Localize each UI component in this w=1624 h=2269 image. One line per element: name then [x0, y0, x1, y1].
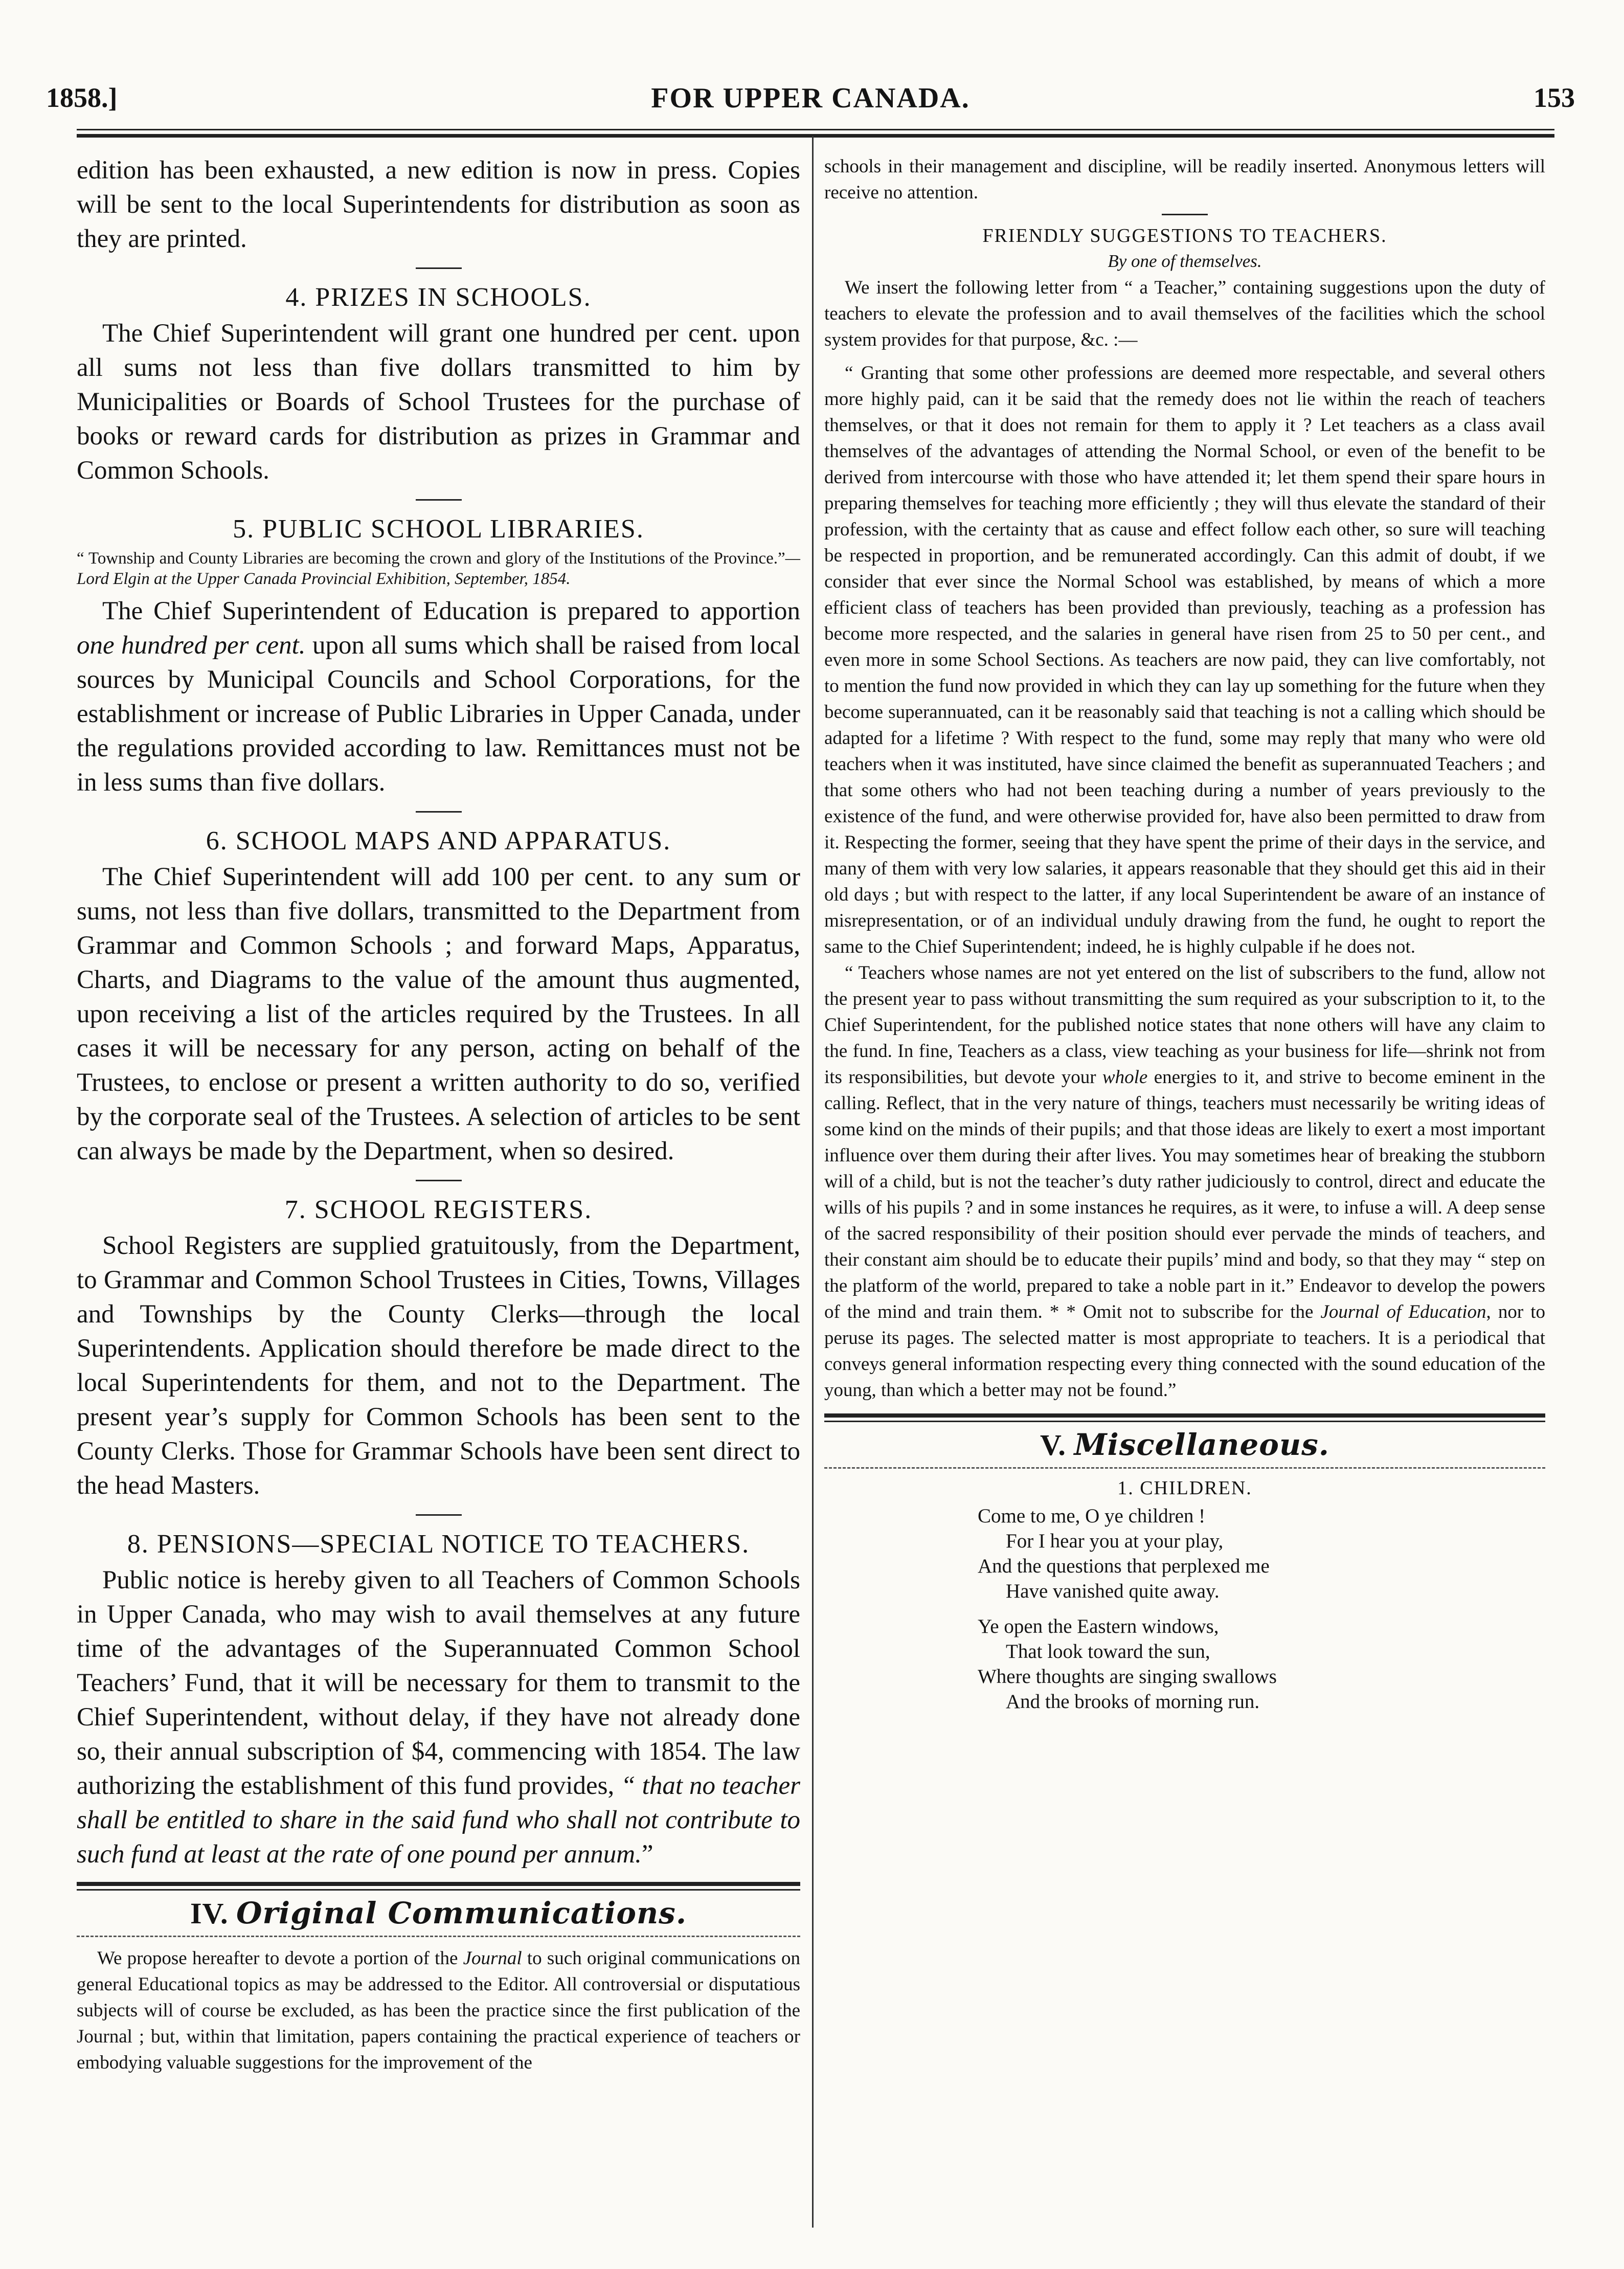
poem-line: That look toward the sun,	[1006, 1641, 1210, 1663]
poem-line: And the questions that perplexed me	[978, 1555, 1270, 1577]
header-rule-thick	[77, 134, 1554, 138]
section-heading-libraries: 5. PUBLIC SCHOOL LIBRARIES.	[233, 514, 644, 544]
section-heading-pensions: 8. PENSIONS—SPECIAL NOTICE TO TEACHERS.	[127, 1530, 750, 1559]
poem-heading: 1. CHILDREN.	[1117, 1477, 1252, 1499]
spacer	[824, 353, 1545, 360]
intro-paragraph: edition has been exhausted, a new edition is now in press. Copies will be sent to the local Superintendents for distribution as soon as they are printed.	[77, 156, 800, 253]
banner-title	[77, 1891, 800, 1934]
communications-text-rest: to such original communications on general Educational topics as may be addressed to the Editor. All controversial or disputatious subjects will of course be excluded, as has been the practice since the first publication of the Journal ; but, within that limitation, papers containing the practical experience of teachers or embodying valuable suggestions for the improvement of the	[77, 1948, 800, 2073]
friendly-paragraph-2	[824, 960, 1545, 1403]
left-column	[77, 153, 800, 2076]
libraries-emphasis: one hundred per cent.	[77, 631, 306, 660]
poem-line: Have vanished quite away.	[1006, 1580, 1220, 1602]
friendly-text: “ Teachers whose names are not yet entered on the list of subscribers to the fund, allow not the present year to pass without transmitting the sum required as your subscription to it, to the Chief Superintendent, for the published notice states that none others will have any claim to the fund. In fine, Teachers as a class, view teaching as your business for life—shrink not from its responsibilities, but devote your	[824, 962, 1545, 1088]
pensions-text-end: ”	[641, 1840, 653, 1869]
poem-children	[978, 1503, 1545, 1714]
communications-emphasis: Journal	[463, 1948, 522, 1969]
libraries-paragraph	[77, 594, 800, 800]
section-heading-registers: 7. SCHOOL REGISTERS.	[284, 1195, 593, 1224]
banner-label: Miscellaneous.	[1074, 1427, 1329, 1462]
byline: By one of themselves.	[1108, 251, 1262, 271]
libraries-text: The Chief Superintendent of Education is prepared to apportion	[102, 597, 800, 625]
prizes-paragraph: The Chief Superintendent will grant one hundred per cent. upon all sums not less than five dollars transmitted to him by Municipalities or Boards of School Trustees for the purchase of books or reward cards for distribution as prizes in Grammar and Common Schools.	[77, 319, 800, 485]
poem-line: Where thoughts are singing swallows	[978, 1666, 1277, 1688]
banner-dashed-rule	[824, 1467, 1545, 1469]
pensions-paragraph	[77, 1563, 800, 1872]
section-divider	[416, 811, 462, 813]
pensions-quote: “ that no teacher shall be entitled to share in the said fund who shall not contribute to such fund at least at the rate of one pound per annum.	[77, 1771, 800, 1869]
friendly-intro: We insert the following letter from “ a Teacher,” containing suggestions upon the duty of teachers to elevate the profession and to avail themselves of the facilities which the school system provides for that purpose, &c. :—	[824, 277, 1545, 350]
page-header	[46, 77, 1575, 123]
libraries-epigraph	[77, 548, 800, 589]
epigraph-source: —Lord Elgin at the Upper Canada Provincial Exhibition, September, 1854.	[77, 549, 800, 588]
poem-stanza	[978, 1614, 1545, 1714]
banner-number: IV.	[190, 1897, 229, 1930]
journal-title-emphasis: Journal of Education	[1320, 1301, 1486, 1322]
section-divider	[416, 1180, 462, 1181]
friendly-text-end: , nor to peruse its pages. The selected matter is most appropriate to teachers. It is a periodical that conveys general information respecting every thing connected with the sound education of the young, than which a better may not be found.”	[824, 1301, 1546, 1401]
right-column	[824, 153, 1545, 1724]
communications-block	[77, 1945, 800, 2076]
banner-number: V.	[1040, 1428, 1066, 1462]
banner-label: Original Communications.	[236, 1896, 687, 1930]
friendly-emphasis: whole	[1102, 1067, 1148, 1088]
banner-rule	[824, 1413, 1545, 1418]
maps-paragraph: The Chief Superintendent will add 100 per cent. to any sum or sums, not less than five dollars, transmitted to the Department from Grammar and Common Schools ; and forward Maps, Apparatus, Charts, and Diagrams to the value of the amount thus augmented, upon receiving a list of the articles required by the Trustees. In all cases it will be necessary for any person, acting on behalf of the Trustees, to enclose or present a written authority to do so, verified by the corporate seal of the Trustees. A selection of articles to be sent can always be made by the Department, when so desired.	[77, 863, 800, 1165]
column-divider	[812, 136, 814, 2228]
poem-line: And the brooks of morning run.	[1006, 1691, 1260, 1713]
section-divider	[416, 267, 462, 269]
friendly-paragraph-1: “ Granting that some other professions are deemed more respectable, and several others more highly paid, can it be said that the remedy does not lie within the reach of teachers themselves, or that it does not remain for them to apply it ? Let teachers as a class avail themselves of the advantages of attending the Normal School, or even of the benefit to be derived from intercourse with those who have attended it; let them spend their spare hours in preparing themselves for teaching more efficiently ; they will thus elevate the standard of their profession, with the certainty that as cause and effect follow each other, so sure will teaching be respected in proportion, and be remunerated accordingly. Can this admit of doubt, if we consider that ever since the Normal School was established, by means of which a more efficient class of teachers has been provided than previously, teaching as a profession has become more respected, and the salaries in general have risen from 25 to 50 per cent., and even more in some School Sections. As teachers are now paid, they can live comfortably, not to mention the fund now provided in which they can lay up something for the future when they become superannuated, can it be reasonably said that teaching is not a calling which should be adapted for a lifetime ? With respect to the fund, some may reply that many who were old teachers when it was instituted, have since claimed the benefit as superannuated Teachers ; and that some others who had not been teaching during a number of years previously to the existence of the fund, and were otherwise provided for, have also been permitted to draw from it. Respecting the former, seeing that they have spent the prime of their days in the service, and many of them with very low salaries, it appears reasonable that they should get this aid in their old days ; but with respect to the latter, if any local Superintendent be aware of an instance of misrepresentation, or of an individual unduly drawing from the fund, he ought to report the same to the Chief Superintendent; indeed, he is highly culpable if he does not.	[824, 363, 1545, 957]
pensions-text: Public notice is hereby given to all Teachers of Common Schools in Upper Canada, who may wish to avail themselves at any future time of the advantages of the Superannuated Common School Teachers’ Fund, that it will be necessary for them to transmit to the Chief Superintendent, without delay, if they have not already done so, their annual subscription of $4, commencing with 1854. The law authorizing the establishment of this fund provides,	[77, 1566, 800, 1800]
poem-line: For I hear you at your play,	[1006, 1530, 1224, 1552]
section-heading-friendly: FRIENDLY SUGGESTIONS TO TEACHERS.	[982, 225, 1387, 246]
header-rule	[77, 129, 1554, 130]
header-title: FOR UPPER CANADA.	[651, 82, 970, 114]
section-banner-communications	[77, 1882, 800, 1937]
section-heading-prizes: 4. PRIZES IN SCHOOLS.	[285, 283, 592, 312]
header-year: 1858.]	[46, 82, 118, 113]
poem-line: Come to me, O ye children !	[978, 1505, 1206, 1527]
registers-paragraph: School Registers are supplied gratuitously, from the Department, to Grammar and Common School Trustees in Cities, Towns, Villages and Townships by the County Clerks—through the local Superintendents. Application should therefore be made direct to the local Superintendents for them, and not to the Department. The present year’s supply for Common Schools has been sent to the County Clerks. Those for Grammar Schools have been sent direct to the head Masters.	[77, 1231, 800, 1500]
page-number: 153	[1533, 82, 1575, 113]
poem-stanza	[978, 1503, 1545, 1604]
epigraph-text: “ Township and County Libraries are becoming the crown and glory of the Institutions of the Province.”	[77, 549, 785, 568]
libraries-text-rest: upon all sums which shall be raised from local sources by Municipal Councils and School Corporations, for the establishment or increase of Public Libraries in Upper Canada, under the regulations provided according to law. Remittances must not be in less sums than five dollars.	[77, 631, 800, 797]
section-divider	[416, 1514, 462, 1516]
communications-paragraph	[77, 1945, 800, 2076]
section-divider	[1162, 214, 1208, 215]
banner-dashed-rule	[77, 1936, 800, 1937]
continuation-paragraph: schools in their management and discipline, will be readily inserted. Anonymous letters will receive no attention.	[824, 156, 1545, 203]
banner-title	[824, 1422, 1545, 1465]
poem-line: Ye open the Eastern windows,	[978, 1615, 1219, 1637]
communications-text: We propose hereafter to devote a portion of the	[97, 1948, 463, 1969]
friendly-text-middle: energies to it, and strive to become eminent in the calling. Reflect, that in the very nature of things, teachers must necessarily be writing ideas of some kind on the minds of their pupils; and that those ideas are likely to exert a most important influence over them during their after lives. You may sometimes hear of breaking the stubborn will of a child, but is not the teacher’s duty rather judiciously to control, direct and educate the wills of his pupils ? and in some instances he requires, as it were, to infuse a will. A deep sense of the sacred responsibility of their position should ever pervade the minds of teachers, and their constant aim should be to educate their pupils’ mind and body, so that they may “ step on the platform of the world, prepared to take a noble part in it.” Endeavor to develop the powers of the mind and train them. * * Omit not to subscribe for the	[824, 1067, 1545, 1322]
section-divider	[416, 499, 462, 501]
section-banner-miscellaneous	[824, 1413, 1545, 1469]
section-heading-maps: 6. SCHOOL MAPS AND APPARATUS.	[206, 826, 671, 856]
banner-rule	[77, 1882, 800, 1886]
